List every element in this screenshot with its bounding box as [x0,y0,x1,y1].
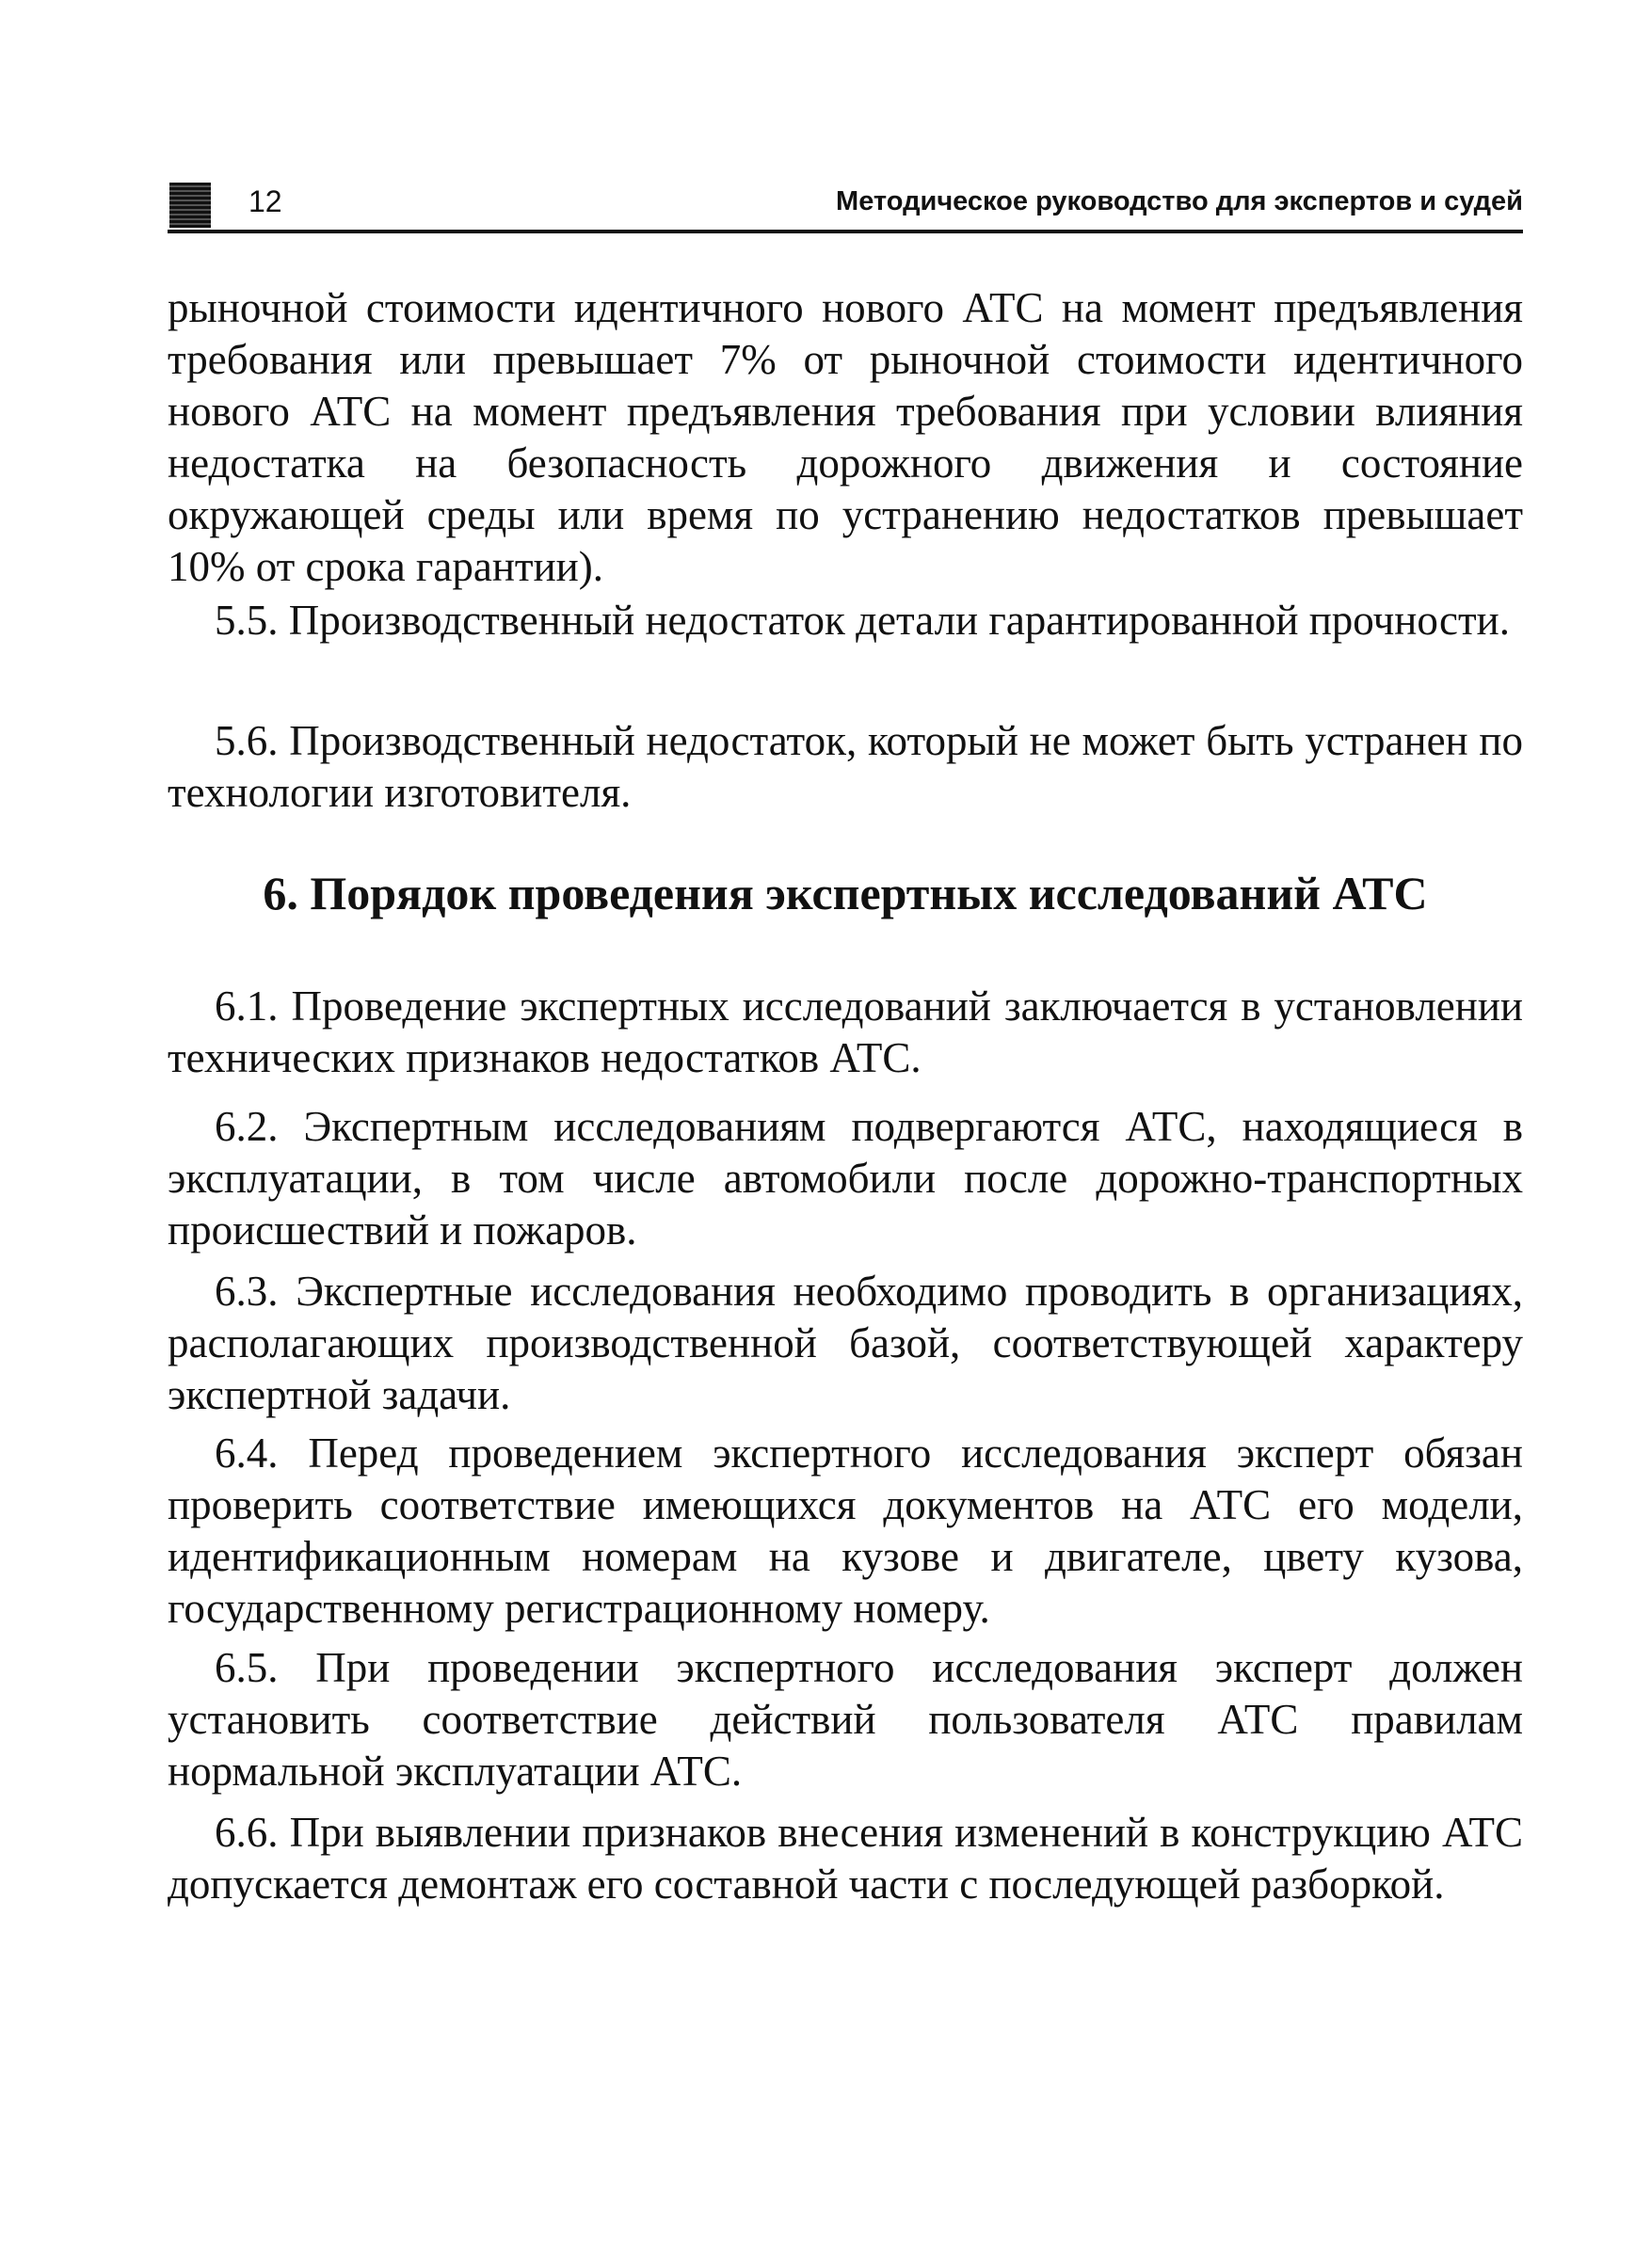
paragraph-6-2: 6.2. Экспертным исследованиям подвергаются АТС, находящиеся в эксплуатации, в том числе автомобили после дорожно-транспортных происшествий и пожаров. [168,1103,1523,1254]
paragraph-6-3: 6.3. Экспертные исследования необходимо проводить в организациях, располагающих производственной базой, соответствующей характеру экспертной задачи. [168,1268,1523,1418]
paragraph-6-6: 6.6. При выявлении признаков внесения изменений в конструкцию АТС допускается демонтаж его составной части с последующей разборкой. [168,1809,1523,1908]
paragraph-6-5: 6.5. При проведении экспертного исследования эксперт должен установить соответствие действий пользователя АТС правилам нормальной эксплуатации АТС. [168,1644,1523,1795]
header-rule [168,230,1523,233]
paragraph-6-4: 6.4. Перед проведением экспертного исследования эксперт обязан проверить соответствие имеющихся документов на АТС его модели, идентификационным номерам на кузове и двигателе, цвету кузова, государственному регистрационному номеру. [168,1429,1523,1632]
section-heading: 6. Порядок проведения экспертных исследований АТС [263,867,1428,919]
page-header [168,179,1523,228]
page-number: 12 [248,184,282,218]
paragraph-6-1: 6.1. Проведение экспертных исследований заключается в установлении технических признаков недостатков АТС. [168,982,1523,1081]
paragraph-5-6: 5.6. Производственный недостаток, который не может быть устранен по технологии изготовителя. [168,717,1523,816]
paragraph-5-5: 5.5. Производственный недостаток детали гарантированной прочности. [215,597,1510,644]
page-marker-block [169,183,211,228]
running-title: Методическое руководство для экспертов и судей [836,186,1523,216]
continuation-paragraph: рыночной стоимости идентичного нового АТС на момент предъявления требования или превышает 7% от рыночной стоимости идентичного нового АТС на момент предъявления требования при условии влияния недостатка на безопасность дорожного движения и состояние окружающей среды или время по устранению недостатков превышает 10% от срока гарантии). [168,284,1523,590]
